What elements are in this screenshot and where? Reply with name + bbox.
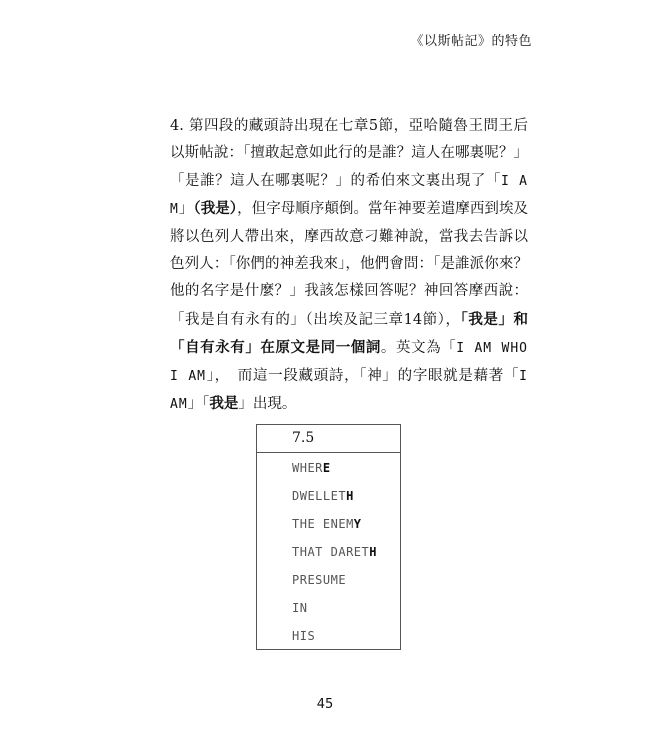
row-text: THE ENEM	[292, 517, 354, 531]
row-highlight-letter: H	[346, 489, 354, 503]
text-segment: 第四段的藏頭詩出現在七章5節，亞哈隨魯王問王后以斯帖說：「擅敢起意如此行的是誰？這人在哪裏呢？」「是誰？這人在哪裏呢？」的希伯來文裏出現了「	[170, 118, 528, 189]
row-text: IN	[292, 601, 308, 615]
table-row	[257, 537, 400, 565]
bold-phrase: 「我是」和「自有永有」在原文是同一個詞	[170, 310, 528, 357]
table-row	[257, 565, 400, 593]
table-row	[257, 621, 400, 649]
text-segment: 」「	[187, 396, 210, 413]
row-text: PRESUME	[292, 573, 347, 587]
paragraph-item-4	[140, 113, 528, 418]
row-text: THAT DARET	[292, 545, 370, 559]
row-highlight-letter: H	[369, 545, 377, 559]
row-highlight-letter: E	[322, 461, 331, 475]
text-segment: 」	[178, 201, 194, 218]
latin-phrase: I AM	[170, 368, 528, 413]
text-segment: 」， 而這一段藏頭詩，「神」的字眼就是藉著「	[206, 367, 520, 384]
row-highlight-letter: Y	[353, 517, 362, 531]
page-number: 45	[316, 697, 334, 712]
running-header: 《以斯帖記》的特色	[410, 34, 532, 49]
latin-phrase: I AM WHO I AM	[170, 341, 528, 384]
table-row	[257, 509, 400, 537]
row-text: DWELLET	[292, 489, 347, 503]
table-row	[257, 481, 400, 509]
text-segment: 」出現。	[238, 396, 297, 413]
table-row	[257, 453, 400, 481]
bold-phrase: （我是）	[193, 200, 238, 218]
text-segment: 。英文為「	[380, 340, 457, 357]
row-text: WHER	[292, 461, 323, 475]
latin-phrase: I AM	[170, 173, 529, 218]
paragraph-first-line	[140, 113, 528, 418]
table-row	[257, 593, 400, 621]
acrostic-table	[256, 424, 401, 650]
table-header-verse: 7.5	[257, 425, 400, 453]
text-segment: ，但字母順序顛倒。當年神要差遣摩西到埃及將以色列人帶出來，摩西故意刁難神說，當我去告訴以色列人：「你們的神差我來」，他們會問：「是誰派你來？他的名字是什麼？」我該怎樣回答呢？神回答摩西說：「我是自有永有的」（出埃及記三章14節），	[170, 201, 528, 328]
item-number: 4.	[170, 118, 184, 134]
row-text: HIS	[292, 629, 316, 643]
bold-phrase: 我是	[209, 395, 239, 413]
